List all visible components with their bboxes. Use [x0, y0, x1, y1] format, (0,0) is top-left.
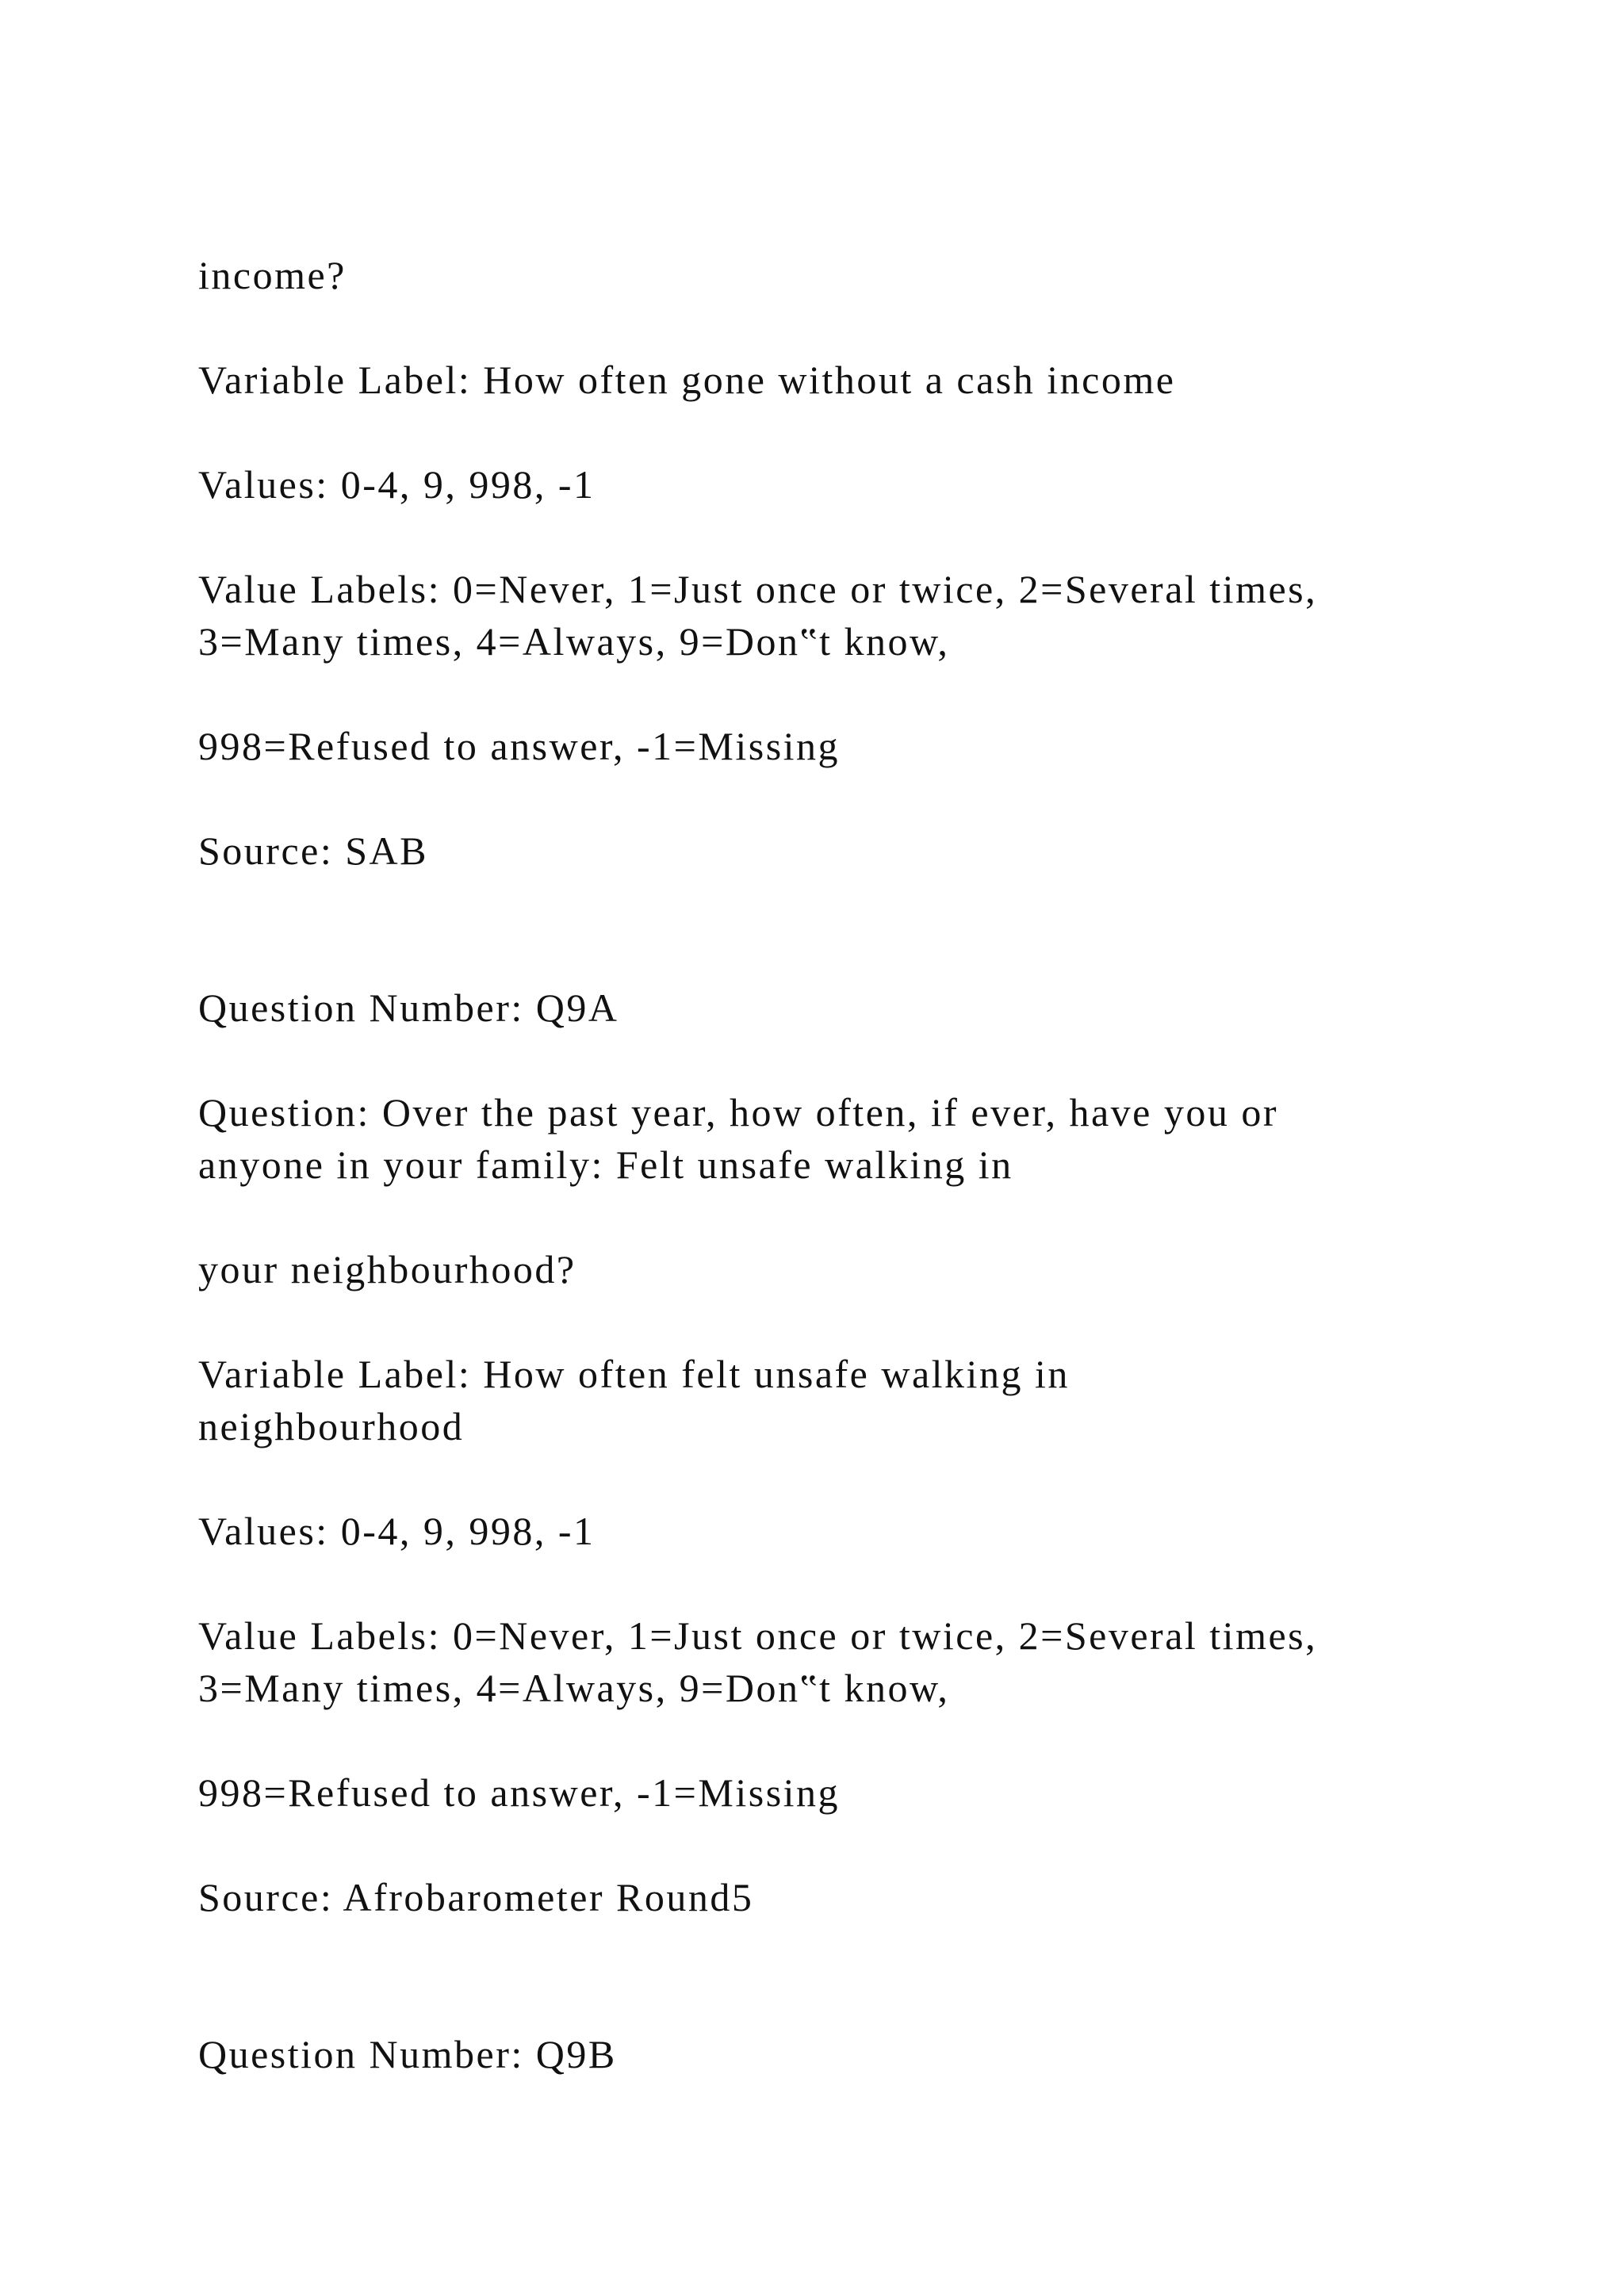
values: Values: 0-4, 9, 998, -1: [198, 1509, 596, 1553]
source: Source: SAB: [198, 828, 428, 873]
value-labels-line-1: Value Labels: 0=Never, 1=Just once or twice, 2=Several times,: [198, 1613, 1318, 1658]
question-continuation-text: income?: [198, 253, 347, 297]
value-labels-line-3: 998=Refused to answer, -1=Missing: [198, 724, 841, 768]
source: Source: Afrobarometer Round5: [198, 1875, 754, 1919]
question-number: Question Number: Q9B: [198, 2032, 617, 2076]
variable-label-line-1: Variable Label: How often felt unsafe walking in: [198, 1352, 1070, 1396]
variable-label: Variable Label: How often gone without a cash income: [198, 358, 1176, 402]
values: Values: 0-4, 9, 998, -1: [198, 462, 596, 507]
value-labels-line-1: Value Labels: 0=Never, 1=Just once or twice, 2=Several times,: [198, 567, 1318, 611]
variable-label-line-2: neighbourhood: [198, 1404, 465, 1448]
value-labels-line-3: 998=Refused to answer, -1=Missing: [198, 1770, 841, 1815]
question-text-line-3: your neighbourhood?: [198, 1247, 576, 1292]
question-text-line-2: anyone in your family: Felt unsafe walking in: [198, 1142, 1013, 1187]
value-labels-line-2: 3=Many times, 4=Always, 9=Don‟t know,: [198, 619, 950, 664]
question-number: Question Number: Q9A: [198, 985, 619, 1030]
question-text-line-1: Question: Over the past year, how often, if ever, have you or: [198, 1090, 1278, 1135]
value-labels-line-2: 3=Many times, 4=Always, 9=Don‟t know,: [198, 1666, 950, 1710]
